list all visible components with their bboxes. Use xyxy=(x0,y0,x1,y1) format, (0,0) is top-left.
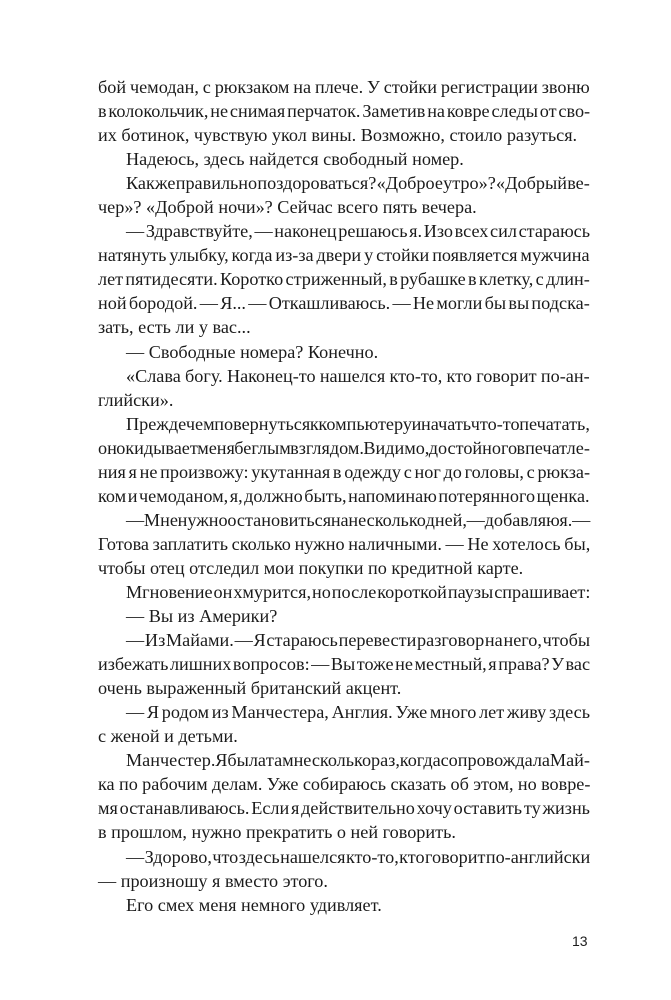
text-line: — Из Майами. — Я стараюсь перевести разговор на него, чтобы xyxy=(126,630,591,651)
text-line: Прежде чем повернуться к компьютеру и начать что-то печатать, xyxy=(126,413,590,434)
text-line: — Я родом из Манчестера, Англия. Уже много лет живу здесь xyxy=(126,702,591,723)
text-line: ка по рабочим делам. Уже собираюсь сказать об этом, но вовре- xyxy=(98,774,591,795)
text-line: — произношу я вместо этого. xyxy=(98,870,328,891)
text-line: — Мне нужно остановиться на несколько дней, — добавляю я. — xyxy=(126,509,591,530)
page-number: 13 xyxy=(572,933,588,949)
text-line: ния я не произвожу: укутанная в одежду с ног до головы, с рюкза- xyxy=(98,461,591,482)
body-text xyxy=(98,75,590,917)
text-line: глийски». xyxy=(98,389,174,410)
text-line: зать, есть ли у вас... xyxy=(98,317,251,338)
text-line: — Здорово, что здесь нашелся кто-то, кто говорит по-английски xyxy=(126,846,591,867)
text-line: — Свободные номера? Конечно. xyxy=(126,341,379,362)
text-line: мя останавливаюсь. Если я действительно хочу оставить ту жизнь xyxy=(98,798,590,819)
text-line: избежать лишних вопросов: — Вы тоже не местный, я права? У вас xyxy=(98,654,591,675)
text-line: чер»? «Доброй ночи»? Сейчас всего пять вечера. xyxy=(98,197,477,218)
text-line: бой чемодан, с рюкзаком на плече. У стойки регистрации звоню xyxy=(98,77,590,97)
text-line: их ботинок, чувствую укол вины. Возможно, стоило разуться. xyxy=(98,125,578,146)
text-line: — Вы из Америки? xyxy=(126,606,278,627)
text-line: ной бородой. — Я... — Откашливаюсь. — Не могли бы вы подска- xyxy=(98,293,590,314)
text-line: чтобы отец отследил мои покупки по кредитной карте. xyxy=(98,557,524,578)
text-line: — Здравствуйте, — наконец решаюсь я. Изо всех сил стараюсь xyxy=(126,221,591,242)
text-line: «Слава богу. Наконец-то нашелся кто-то, кто говорит по-ан- xyxy=(126,365,590,386)
text-line: натянуть улыбку, когда из-за двери у стойки появляется мужчина xyxy=(98,245,590,266)
text-line: в колокольчик, не снимая перчаток. Заметив на ковре следы от сво- xyxy=(98,101,591,122)
text-line: Готова заплатить сколько нужно наличными. — Не хотелось бы, xyxy=(98,533,591,554)
text-line: Манчестер. Я была там несколько раз, когда сопровождала Май- xyxy=(126,750,590,771)
text-line: он окидывает меня беглым взглядом. Видимо, достойного впечатле- xyxy=(98,437,590,458)
text-line: ком и чемоданом, я, должно быть, напоминаю потерянного щенка. xyxy=(98,485,590,506)
text-line: Его смех меня немного удивляет. xyxy=(126,894,382,915)
text-line: очень выраженный британский акцент. xyxy=(98,678,402,699)
text-line: Надеюсь, здесь найдется свободный номер. xyxy=(126,149,464,170)
text-line: с женой и детьми. xyxy=(98,726,238,747)
text-line: Как же правильно поздороваться? «Доброе утро»? «Добрый ве- xyxy=(126,173,590,194)
text-line: в прошлом, нужно прекратить о ней говорить. xyxy=(98,822,456,843)
text-line: лет пятидесяти. Коротко стриженный, в рубашке в клетку, с длин- xyxy=(98,269,590,290)
text-line: Мгновение он хмурится, но после короткой паузы спрашивает: xyxy=(126,581,591,602)
